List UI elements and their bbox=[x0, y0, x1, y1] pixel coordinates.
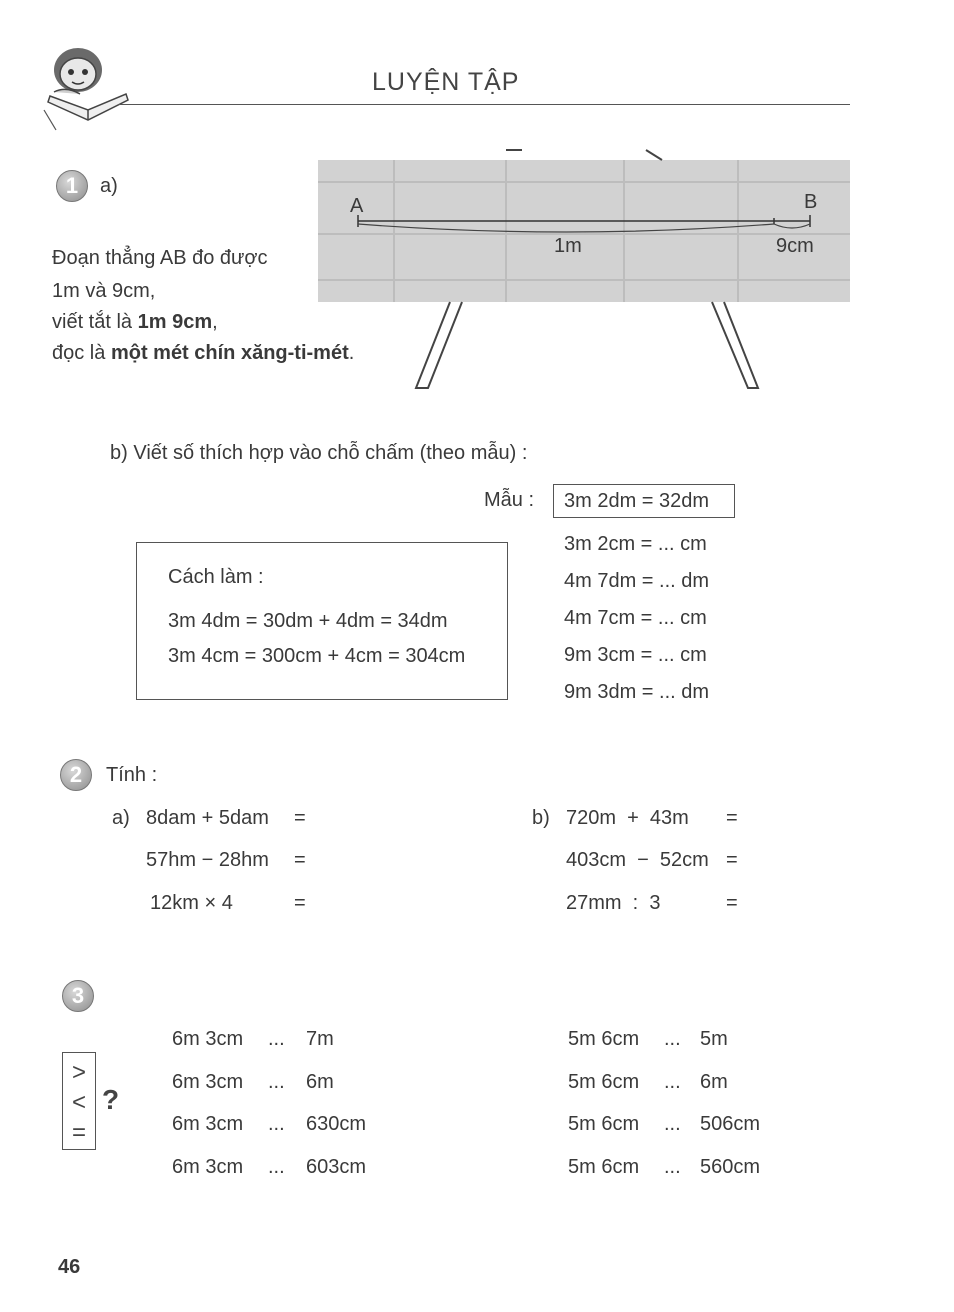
ex1-text-line3: viết tắt là 1m 9cm, bbox=[52, 311, 218, 333]
compare-dots: ... bbox=[664, 1156, 681, 1178]
point-b-label: B bbox=[804, 191, 818, 213]
calc-expression: 8dam + 5dam bbox=[146, 807, 269, 829]
calc-expression: 57hm − 28hm bbox=[146, 849, 269, 871]
compare-rhs: 506cm bbox=[700, 1113, 761, 1135]
compare-lhs: 6m 3cm bbox=[172, 1071, 244, 1093]
compare-lhs: 5m 6cm bbox=[568, 1113, 640, 1135]
fill-item: 9m 3dm = ... dm bbox=[564, 681, 710, 703]
fill-item: 3m 2cm = ... cm bbox=[564, 533, 707, 555]
fill-item: 4m 7cm = ... cm bbox=[564, 607, 707, 629]
ex2-a-label: a) bbox=[112, 807, 130, 829]
mascot-reading-illustration bbox=[40, 40, 132, 136]
header-divider bbox=[118, 104, 850, 105]
compare-rhs: 630cm bbox=[306, 1113, 367, 1135]
point-a-label: A bbox=[350, 195, 364, 217]
compare-rhs: 5m bbox=[700, 1028, 728, 1050]
compare-lhs: 6m 3cm bbox=[172, 1156, 244, 1178]
method-line-1: 3m 4dm = 30dm + 4dm = 34dm bbox=[168, 610, 448, 632]
compare-rhs: 7m bbox=[306, 1028, 334, 1050]
compare-lhs: 6m 3cm bbox=[172, 1113, 244, 1135]
compare-lhs: 5m 6cm bbox=[568, 1071, 640, 1093]
compare-rhs: 6m bbox=[306, 1071, 334, 1093]
calc-equals: = bbox=[726, 807, 738, 829]
ex1-part-b-instruction: b) Viết số thích hợp vào chỗ chấm (theo mẫu) : bbox=[110, 442, 528, 464]
calc-equals: = bbox=[294, 807, 306, 829]
example-value: 3m 2dm = 32dm bbox=[564, 490, 710, 512]
compare-lhs: 5m 6cm bbox=[568, 1028, 640, 1050]
exercise-1-badge: 1 bbox=[56, 170, 88, 202]
calc-equals: = bbox=[294, 892, 306, 914]
page-number: 46 bbox=[58, 1256, 81, 1278]
calc-equals: = bbox=[294, 849, 306, 871]
calc-expression: 403cm − 52cm bbox=[566, 849, 709, 871]
compare-rhs: 603cm bbox=[306, 1156, 367, 1178]
compare-dots: ... bbox=[664, 1071, 681, 1093]
question-mark: ? bbox=[102, 1084, 120, 1115]
compare-rhs: 6m bbox=[700, 1071, 728, 1093]
ex1-part-a-label: a) bbox=[100, 175, 118, 197]
calc-expression: 12km × 4 bbox=[150, 892, 233, 914]
compare-dots: ... bbox=[268, 1071, 285, 1093]
page-title: LUYỆN TẬP bbox=[372, 68, 520, 96]
greater-than-symbol: > bbox=[71, 1059, 86, 1086]
calc-equals: = bbox=[726, 892, 738, 914]
compare-rhs: 560cm bbox=[700, 1156, 761, 1178]
ex1-text-line4: đọc là một mét chín xăng-ti-mét. bbox=[52, 342, 355, 364]
ex1-text-line2: 1m và 9cm, bbox=[52, 280, 156, 302]
ex1-text-line1: Đoạn thẳng AB đo được bbox=[52, 247, 268, 269]
segment-label-1m: 1m bbox=[554, 235, 582, 257]
example-label: Mẫu : bbox=[484, 489, 535, 511]
board-easel-legs bbox=[410, 148, 770, 392]
less-than-symbol: < bbox=[71, 1089, 86, 1116]
compare-dots: ... bbox=[268, 1028, 285, 1050]
compare-dots: ... bbox=[664, 1113, 681, 1135]
ex2-title: Tính : bbox=[106, 764, 158, 786]
compare-dots: ... bbox=[664, 1028, 681, 1050]
comparison-symbols-box bbox=[62, 1052, 96, 1150]
compare-lhs: 6m 3cm bbox=[172, 1028, 244, 1050]
compare-dots: ... bbox=[268, 1113, 285, 1135]
calc-expression: 720m + 43m bbox=[566, 807, 689, 829]
equals-symbol: = bbox=[71, 1119, 86, 1146]
example-box bbox=[553, 484, 735, 518]
fill-item: 9m 3cm = ... cm bbox=[564, 644, 707, 666]
segment-label-9cm: 9cm bbox=[776, 235, 814, 257]
method-title: Cách làm : bbox=[168, 566, 264, 588]
exercise-2-badge: 2 bbox=[60, 759, 92, 791]
calc-equals: = bbox=[726, 849, 738, 871]
compare-dots: ... bbox=[268, 1156, 285, 1178]
fill-item: 4m 7dm = ... dm bbox=[564, 570, 710, 592]
ex2-b-label: b) bbox=[532, 807, 550, 829]
exercise-3-badge: 3 bbox=[62, 980, 94, 1012]
calc-expression: 27mm : 3 bbox=[566, 892, 661, 914]
compare-lhs: 5m 6cm bbox=[568, 1156, 640, 1178]
method-box bbox=[136, 542, 508, 700]
method-line-2: 3m 4cm = 300cm + 4cm = 304cm bbox=[168, 645, 466, 667]
